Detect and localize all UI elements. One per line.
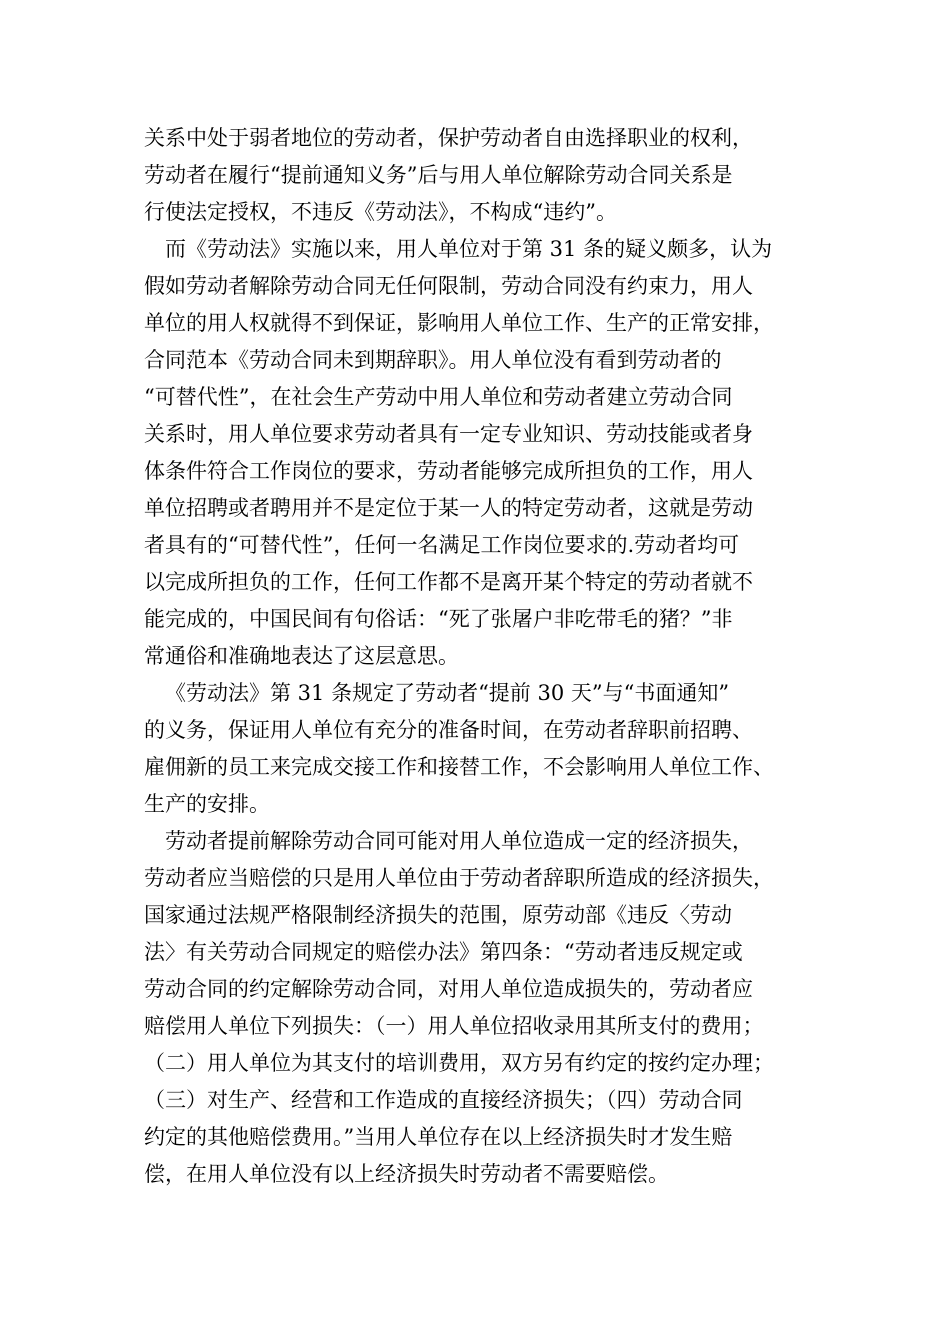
text-line: 行使法定授权，不违反《劳动法》，不构成“违约”。 — [144, 200, 617, 224]
paragraph-4 — [144, 823, 824, 1193]
text-line: 合同范本《劳动合同未到期辞职》。用人单位没有看到劳动者的 — [144, 348, 722, 372]
text-line: 劳动合同的约定解除劳动合同，对用人单位造成损失的，劳动者应 — [144, 977, 753, 1001]
text-line: 国家通过法规严格限制经济损失的范围，原劳动部《违反〈劳动 — [144, 903, 732, 927]
text-line: 而《劳动法》实施以来，用人单位对于第 31 条的疑义颇多，认为 — [165, 237, 773, 261]
text-line: 常通俗和准确地表达了这层意思。 — [144, 644, 459, 668]
text-line: 以完成所担负的工作，任何工作都不是离开某个特定的劳动者就不 — [144, 570, 753, 594]
text-line: 能完成的，中国民间有句俗话：“死了张屠户非吃带毛的猪？”非 — [144, 607, 733, 631]
text-line: 关系时，用人单位要求劳动者具有一定专业知识、劳动技能或者身 — [144, 422, 753, 446]
text-line: 体条件符合工作岗位的要求，劳动者能够完成所担负的工作，用人 — [144, 459, 753, 483]
text-line: 劳动者应当赔偿的只是用人单位由于劳动者辞职所造成的经济损失， — [144, 866, 774, 890]
text-line: 法〉有关劳动合同规定的赔偿办法》第四条：“劳动者违反规定或 — [144, 940, 743, 964]
text-line: （三）对生产、经营和工作造成的直接经济损失；（四）劳动合同 — [144, 1088, 743, 1112]
text-line: 关系中处于弱者地位的劳动者，保护劳动者自由选择职业的权利， — [144, 126, 753, 150]
text-line: 单位的用人权就得不到保证，影响用人单位工作、生产的正常安排， — [144, 311, 774, 335]
text-line: （二）用人单位为其支付的培训费用，双方另有约定的按约定办理； — [144, 1051, 774, 1075]
text-line: 的义务，保证用人单位有充分的准备时间，在劳动者辞职前招聘、 — [144, 718, 753, 742]
text-line: 生产的安排。 — [144, 792, 270, 816]
text-line: 劳动者提前解除劳动合同可能对用人单位造成一定的经济损失， — [165, 829, 753, 853]
text-line: 者具有的“可替代性”，任何一名满足工作岗位要求的.劳动者均可 — [144, 533, 740, 557]
text-line: 单位招聘或者聘用并不是定位于某一人的特定劳动者，这就是劳动 — [144, 496, 753, 520]
text-line: 偿，在用人单位没有以上经济损失时劳动者不需要赔偿。 — [144, 1162, 669, 1186]
text-line: 雇佣新的员工来完成交接工作和接替工作，不会影响用人单位工作、 — [144, 755, 774, 779]
text-line: 《劳动法》第 31 条规定了劳动者“提前 30 天”与“书面通知” — [165, 681, 730, 705]
paragraph-3 — [144, 675, 824, 823]
text-line: 劳动者在履行“提前通知义务”后与用人单位解除劳动合同关系是 — [144, 163, 733, 187]
text-line: 约定的其他赔偿费用。”当用人单位存在以上经济损失时才发生赔 — [144, 1125, 733, 1149]
paragraph-2 — [144, 231, 824, 675]
document-page — [144, 120, 824, 1193]
paragraph-1 — [144, 120, 824, 231]
text-line: “可替代性”，在社会生产劳动中用人单位和劳动者建立劳动合同 — [144, 385, 733, 409]
text-line: 假如劳动者解除劳动合同无任何限制，劳动合同没有约束力，用人 — [144, 274, 753, 298]
text-line: 赔偿用人单位下列损失：（一）用人单位招收录用其所支付的费用； — [144, 1014, 764, 1038]
